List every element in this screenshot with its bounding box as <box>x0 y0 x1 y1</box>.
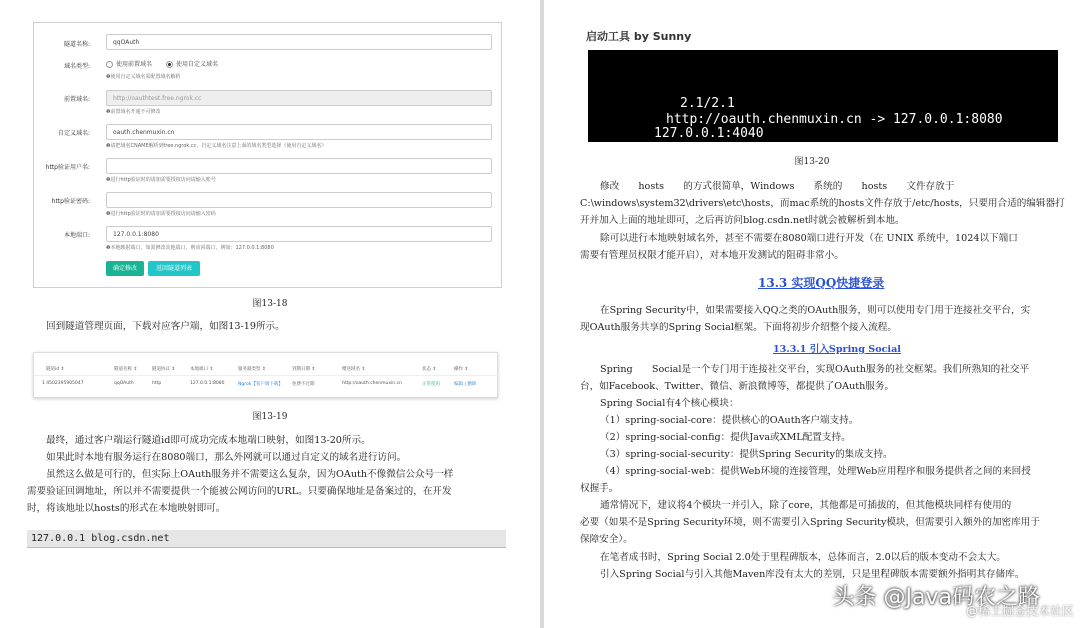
form-row-local-port <box>34 223 503 253</box>
list-item: （1）spring-social-core：提供核心的OAuth客户端支持。 <box>600 415 859 426</box>
list-item: （3）spring-social-security：提供Spring Security的集成支持。 <box>600 449 893 460</box>
paragraph: Spring Social有4个核心模块： <box>600 398 739 409</box>
form-row-domain-type <box>34 57 503 87</box>
watermark-secondary: @稀土掘金技术社区 <box>965 604 1074 618</box>
http-password-label: http验证密码: <box>51 198 90 205</box>
column-header[interactable]: 状态 ⇕ <box>422 367 437 372</box>
tunnel-name-input[interactable]: qqOAuth <box>106 34 492 50</box>
paragraph: C:\windows\system32\drivers\etc\hosts，而mac系统的hosts文件存放于/etc/hosts，只要用合适的编辑器打 <box>580 198 1065 209</box>
http-password-help: ❶进行http验证时的请加需要授权访问请输入密码 <box>106 211 216 217</box>
radio-custom-domain[interactable] <box>166 59 218 68</box>
local-port-label: 本地端口: <box>63 232 90 239</box>
column-header[interactable]: 操作 ⇕ <box>454 367 469 372</box>
paragraph: 除可以进行本地映射域名外，甚至不需要在8080端口进行开发（在 UNIX 系统中，1024以下端口 <box>600 233 1018 244</box>
terminal-window <box>588 50 1058 142</box>
paragraph: 需要有管理员权限才能开启），对本地开发测试的阻碍非常小。 <box>580 250 844 261</box>
radio-on-icon <box>166 61 173 68</box>
column-header[interactable]: 到期日期 ⇕ <box>292 367 316 372</box>
column-header[interactable]: 本地端口 ⇕ <box>190 367 214 372</box>
http-user-help: ❶进行http验证时的请加需要授权访问请输入账号 <box>106 177 216 183</box>
paragraph: 台，如Facebook、Twitter、微信、新浪微博等，都提供了OAuth服务。 <box>580 381 895 392</box>
terminal-line: http://oauth.chenmuxin.cn -> 127.0.0.1:8080 <box>666 112 1003 127</box>
paragraph: 现OAuth服务共享的Spring Social框架。下面将初步介绍整个接入流程。 <box>580 322 897 333</box>
list-item: （4）spring-social-web：提供Web环境的连接管理，处理Web应用程序和服务提供者之间的来回授 <box>600 466 1031 477</box>
tunnel-list-table <box>33 352 498 398</box>
column-header[interactable]: 隧道id ⇕ <box>46 367 65 372</box>
status-badge: 正常使用 <box>422 382 440 387</box>
hosts-code-block: 127.0.0.1 blog.csdn.net <box>27 530 506 548</box>
column-header[interactable]: 赠送域名 ⇕ <box>342 367 366 372</box>
paragraph: Spring Social是一个专门用于连接社交平台，实现OAuth服务的社交框架。我们所熟知的社交平 <box>600 364 1030 375</box>
column-header[interactable]: 隧道名称 ⇕ <box>114 367 138 372</box>
form-row-prefix-domain <box>34 87 503 117</box>
paragraph: 权握手。 <box>580 483 619 494</box>
http-user-input[interactable] <box>106 158 492 174</box>
domain-type-help: ❶使用自定义域名需配置域名解析 <box>106 74 181 80</box>
form-row-custom-domain <box>34 121 503 151</box>
radio-custom-domain-label: 使用自定义域名 <box>176 61 219 68</box>
watermark: 头条 @Java码农之路 <box>832 585 1040 610</box>
table-cell: http <box>152 381 162 386</box>
section-heading-13-3[interactable]: 13.3 实现QQ快捷登录 <box>758 276 885 290</box>
paragraph: 开并加入上面的地址即可，之后再访问blog.csdn.net时就会被解析到本地。 <box>580 215 905 226</box>
form-row-http-password <box>34 189 503 219</box>
paragraph: 在Spring Security中，如果需要接入QQ之类的OAuth服务，则可以使用专门用于连接社交平台，实 <box>600 305 1031 316</box>
paragraph: 保障安全）。 <box>580 534 633 545</box>
prefix-domain-help: ❶前置域名开通不可修改 <box>106 109 161 115</box>
back-to-list-button[interactable]: 返回隧道列表 <box>148 261 200 276</box>
paragraph: 必要（如果不是Spring Security环境，则不需要引入Spring Security模块，但需要引入额外的加密库用于 <box>580 517 1040 528</box>
table-cell: 免费不过期 <box>292 382 315 387</box>
paragraph: 最终，通过客户端运行隧道id即可成功完成本地端口映射，如图13-20所示。 <box>46 435 371 446</box>
radio-prefix-domain[interactable] <box>106 59 152 68</box>
confirm-edit-button[interactable]: 确定修改 <box>106 261 144 276</box>
right-page <box>544 0 1080 628</box>
http-password-input[interactable] <box>106 192 492 208</box>
tunnel-name-label: 隧道名称: <box>63 41 90 48</box>
terminal-line: 127.0.0.1:4040 <box>654 126 764 141</box>
column-header[interactable]: 隧道协议 ⇕ <box>152 367 176 372</box>
table-cell: 1 4502395905047 <box>42 381 84 386</box>
custom-domain-help: ❶请把域名CNAME解析到free.ngrok.cc，自定义域名注意上面的域名类型选择《使用自定义域名》 <box>106 143 327 149</box>
local-port-help: ❶本地映射端口，如需修改其他端口，则该同端口，例如：127.0.0.1:8080 <box>106 245 274 251</box>
custom-domain-input[interactable]: oauth.chenmuxin.cn <box>106 124 492 140</box>
figure-caption-13-19: 图13-19 <box>252 412 288 422</box>
paragraph: 回到隧道管理页面，下载对应客户端，如图13-19所示。 <box>46 321 285 332</box>
table-cell: http://oauth.chenmuxin.cn <box>342 381 402 386</box>
paragraph: 修改 hosts 的方式很简单，Windows 系统的 hosts 文件存放于 <box>600 181 955 192</box>
paragraph: 虽然这么做是可行的，但实际上OAuth服务并不需要这么复杂，因为OAuth不像微信公众号一样 <box>46 469 454 480</box>
table-cell: qqOAuth <box>114 381 134 386</box>
paragraph: 时，将该地址以hosts的形式在本地映射即可。 <box>27 503 226 514</box>
column-header[interactable]: 服务器类型 ⇕ <box>238 367 266 372</box>
paragraph: 需要验证回调地址，所以并不需要提供一个能被公网访问的URL。只要确保地址是备案过的，在开发 <box>27 486 452 497</box>
figure-caption-13-18: 图13-18 <box>252 299 288 309</box>
radio-off-icon <box>106 61 113 68</box>
figure-caption-13-20: 图13-20 <box>794 157 830 167</box>
local-port-input[interactable]: 127.0.0.1:8080 <box>106 226 492 242</box>
terminal-title: 启动工具 by Sunny <box>586 30 692 43</box>
prefix-domain-label: 前置域名: <box>63 96 90 103</box>
paragraph: 如果此时本地有服务运行在8080端口，那么外网就可以通过自定义的域名进行访问。 <box>46 452 407 463</box>
client-download-link[interactable]: Ngrok【客户端下载】 <box>238 382 283 387</box>
table-cell: 127.0.0.1:8080 <box>190 381 225 386</box>
row-actions[interactable]: 编辑 | 删除 <box>454 382 477 387</box>
custom-domain-label: 自定义域名: <box>57 130 90 137</box>
list-item: （2）spring-social-config：提供Java或XML配置支持。 <box>600 432 851 443</box>
form-row-http-user <box>34 155 503 185</box>
http-user-label: http验证用户名: <box>45 164 90 171</box>
terminal-line: 2.1/2.1 <box>680 96 735 111</box>
paragraph: 引入Spring Social与引入其他Maven库没有太大的差别，只是里程碑版本需要额外指明其存储库。 <box>600 569 1025 580</box>
domain-type-label: 域名类型: <box>63 63 90 70</box>
tunnel-settings-form <box>33 22 502 288</box>
radio-prefix-domain-label: 使用前置域名 <box>116 61 153 68</box>
paragraph: 在笔者成书时，Spring Social 2.0处于里程碑版本，总体而言，2.0以后的版本变动不会太大。 <box>600 552 1006 563</box>
section-heading-13-3-1[interactable]: 13.3.1 引入Spring Social <box>773 344 901 355</box>
table-row <box>34 375 499 391</box>
prefix-domain-input: http://oauthtest.free.ngrok.cc <box>106 90 492 106</box>
paragraph: 通常情况下，建议将4个模块一并引入，除了core，其他都是可插拔的，但其他模块同样有使用的 <box>600 500 1012 511</box>
